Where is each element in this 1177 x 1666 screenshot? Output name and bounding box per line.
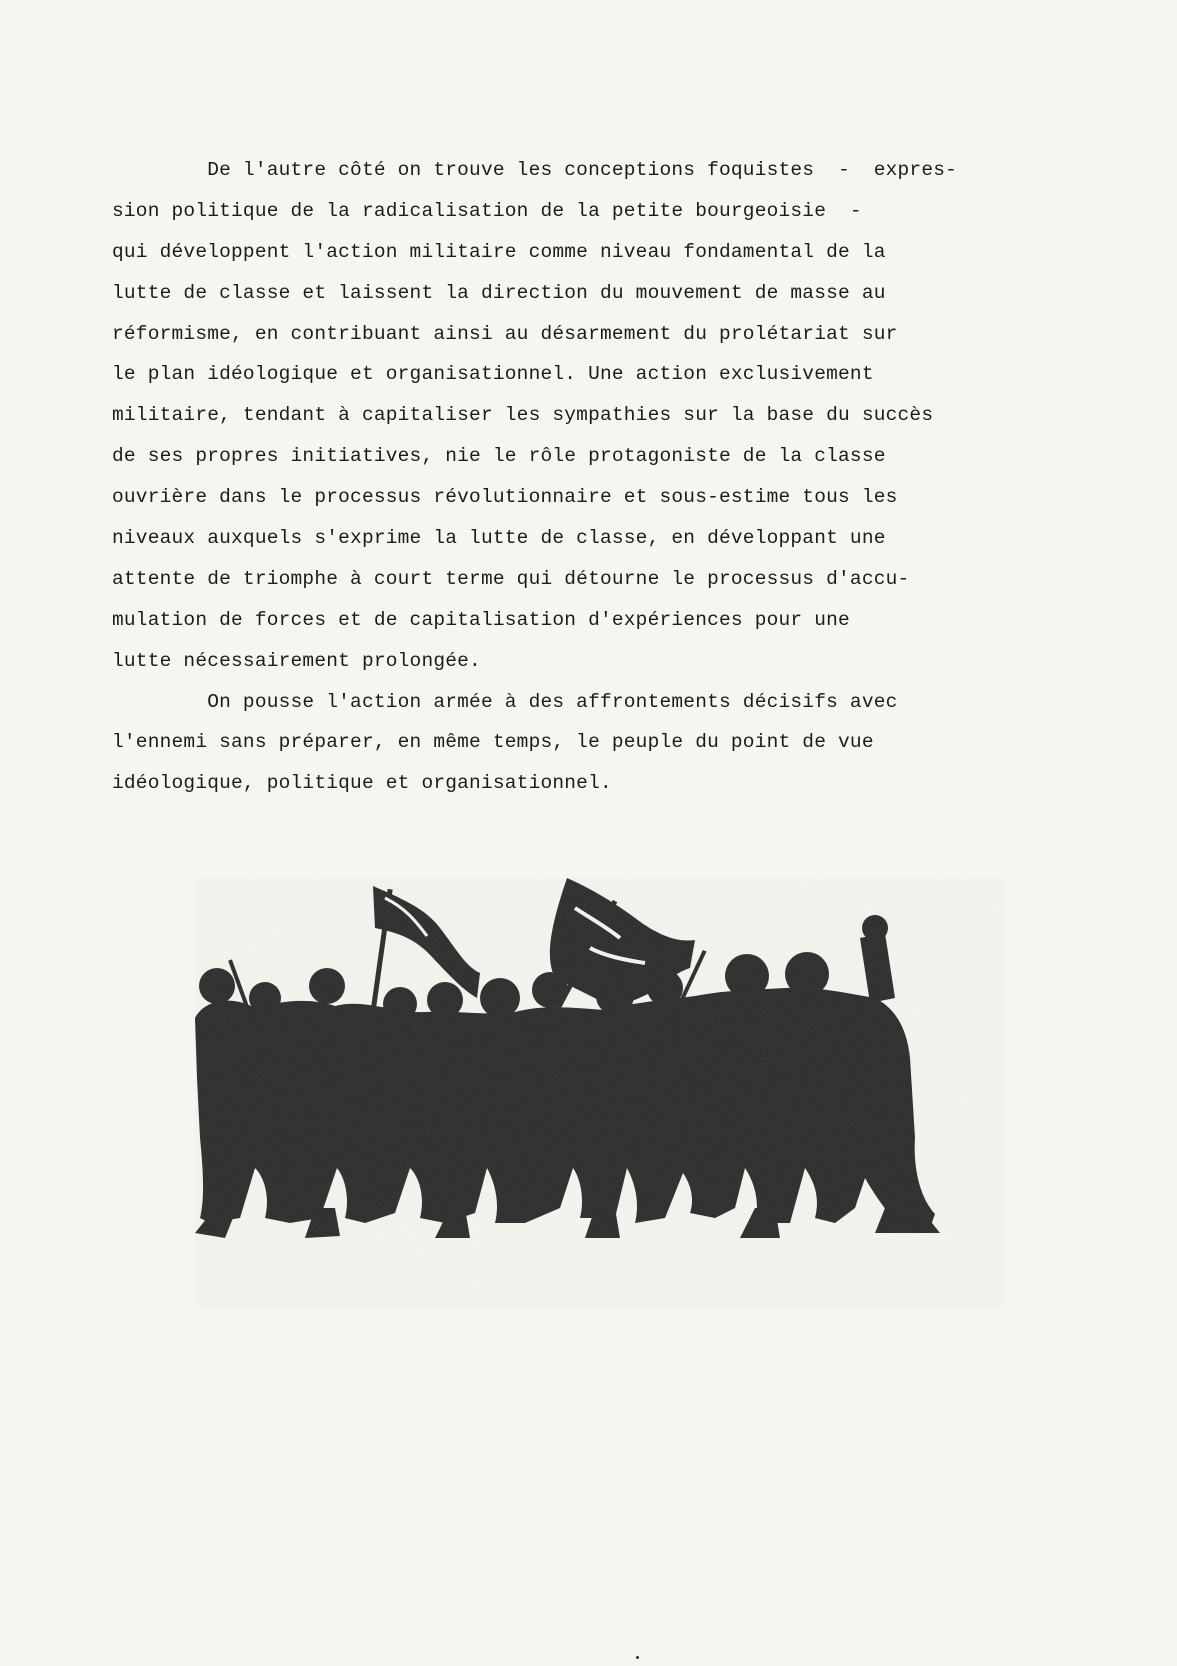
text-line: ouvrière dans le processus révolutionnaire et sous-estime tous les [112,486,898,509]
marching-crowd-illustration [195,878,1005,1308]
text-line: sion politique de la radicalisation de la petite bourgeoisie - [112,199,862,222]
text-line: réformisme, en contribuant ainsi au désarmement du prolétariat sur [112,322,898,345]
text-line: niveaux auxquels s'exprime la lutte de classe, en développant une [112,527,886,550]
text-line: l'ennemi sans préparer, en même temps, le peuple du point de vue [112,731,874,754]
body-text [112,150,1112,804]
text-line: lutte nécessairement prolongée. [112,649,481,672]
marching-crowd-with-flags-icon [195,878,1005,1308]
text-line: On pousse l'action armée à des affrontements décisifs avec [112,690,898,713]
text-line: qui développent l'action militaire comme niveau fondamental de la [112,240,886,263]
text-line: militaire, tendant à capitaliser les sympathies sur la base du succès [112,404,934,427]
text-line: le plan idéologique et organisationnel. Une action exclusivement [112,363,874,386]
text-line: attente de triomphe à court terme qui détourne le processus d'accu- [112,567,910,590]
text-line: lutte de classe et laissent la direction du mouvement de masse au [112,281,886,304]
page-mark [636,1656,639,1659]
text-line: idéologique, politique et organisationnel. [112,772,612,795]
text-line: de ses propres initiatives, nie le rôle protagoniste de la classe [112,445,886,468]
text-line: mulation de forces et de capitalisation d'expériences pour une [112,608,850,631]
text-line: De l'autre côté on trouve les conceptions foquistes - expres- [112,159,958,181]
